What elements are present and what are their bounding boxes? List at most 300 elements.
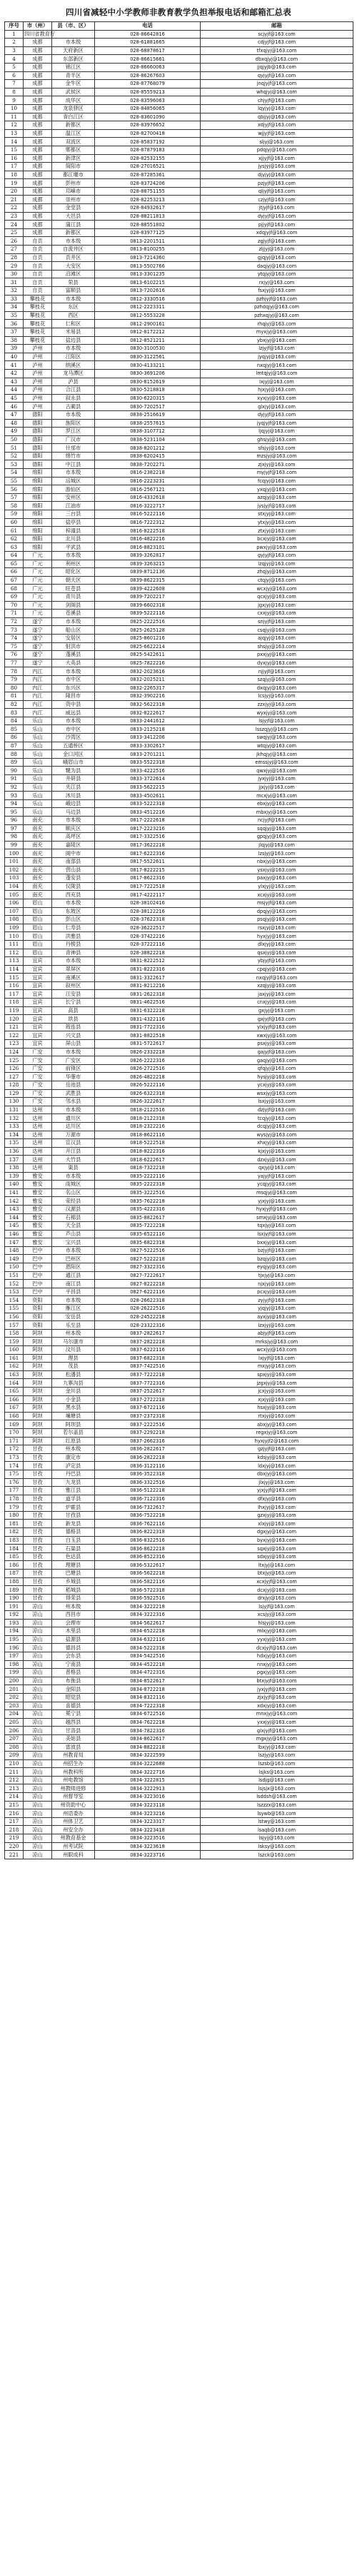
cell-email: ysxjyj@163.com [201, 866, 353, 874]
cell-city: 内江 [24, 684, 52, 692]
cell-index: 155 [5, 1305, 24, 1313]
cell-county: 平武县 [52, 543, 95, 552]
cell-index: 75 [5, 642, 24, 651]
cell-index: 92 [5, 783, 24, 792]
cell-city: 凉山 [24, 1685, 52, 1694]
cell-phone: 0818-7322218 [95, 1163, 201, 1172]
cell-index: 149 [5, 1255, 24, 1263]
cell-phone: 028-86642816 [95, 30, 201, 39]
cell-phone: 0818-2322216 [95, 1122, 201, 1131]
cell-index: 190 [5, 1594, 24, 1602]
table-row [5, 1213, 353, 1222]
cell-city: 乐山 [24, 758, 52, 767]
cell-email: ztxjyj@163.com [201, 527, 353, 535]
cell-index: 23 [5, 212, 24, 221]
cell-phone: 028-86615661 [95, 55, 201, 64]
cell-city: 达州 [24, 1156, 52, 1164]
cell-phone: 0816-2382218 [95, 469, 201, 478]
cell-email: wsxjyj@163.com [201, 1089, 353, 1098]
cell-phone: 0818-2122318 [95, 1114, 201, 1123]
cell-phone: 028-83977125 [95, 228, 201, 237]
cell-email: ljqjyj@163.com [201, 428, 353, 436]
cell-county: 黑水县 [52, 1404, 95, 1413]
cell-city: 攀枝花 [24, 295, 52, 303]
cell-city: 南充 [24, 849, 52, 858]
cell-email: lsddsh@163.com [201, 1793, 353, 1802]
cell-email: tfxqjyj@163.com [201, 46, 353, 55]
cell-county: 九龙县 [52, 1478, 95, 1487]
cell-index: 117 [5, 990, 24, 999]
cell-city: 眉山 [24, 924, 52, 932]
cell-phone: 0832-2025211 [95, 675, 201, 684]
cell-index: 163 [5, 1370, 24, 1379]
cell-phone: 0816-8823101 [95, 543, 201, 552]
cell-email: lsaqb@163.com [201, 1826, 353, 1834]
cell-phone: 0834-3223418 [95, 1826, 201, 1834]
cell-phone: 0834-4722316 [95, 1669, 201, 1677]
table-row [5, 1305, 353, 1313]
cell-city: 自贡 [24, 237, 52, 246]
cell-index: 96 [5, 817, 24, 825]
cell-county: 德昌县 [52, 1644, 95, 1652]
cell-index: 132 [5, 1114, 24, 1123]
cell-county: 州本级 [52, 1602, 95, 1611]
cell-city: 绵阳 [24, 510, 52, 519]
cell-county: 市本级 [52, 39, 95, 47]
table-row [5, 171, 353, 179]
cell-index: 105 [5, 891, 24, 899]
cell-index: 88 [5, 750, 24, 759]
cell-index: 109 [5, 924, 24, 932]
cell-index: 176 [5, 1478, 24, 1487]
cell-county: 岳池县 [52, 1081, 95, 1090]
cell-county: 峨边县 [52, 799, 95, 808]
cell-email: psqjyj@163.com [201, 916, 353, 924]
table-row [5, 1718, 353, 1727]
cell-city: 成都 [24, 204, 52, 213]
cell-index: 53 [5, 460, 24, 469]
cell-phone: 0826-4822218 [95, 1073, 201, 1081]
header-email: 邮箱 [201, 22, 353, 31]
cell-index: 141 [5, 1188, 24, 1197]
cell-phone: 0837-6722116 [95, 1404, 201, 1413]
cell-index: 122 [5, 1031, 24, 1040]
cell-county: 市本级 [52, 295, 95, 303]
cell-phone: 0813-7202616 [95, 287, 201, 296]
cell-city: 乐山 [24, 799, 52, 808]
cell-email: mzsjyj@163.com [201, 452, 353, 460]
cell-county: 龙马潭区 [52, 369, 95, 378]
cell-city: 攀枝花 [24, 328, 52, 336]
cell-county: 船山区 [52, 626, 95, 635]
cell-county: 金牛区 [52, 80, 95, 89]
cell-county: 市本级 [52, 957, 95, 966]
cell-city: 内江 [24, 692, 52, 701]
table-row [5, 1106, 353, 1114]
cell-email: tqxjyj@163.com [201, 1222, 353, 1231]
cell-phone: 0837-7422516 [95, 1363, 201, 1371]
cell-county: 武侯区 [52, 88, 95, 96]
cell-index: 39 [5, 345, 24, 353]
cell-city: 成都 [24, 88, 52, 96]
table-row [5, 734, 353, 742]
cell-index: 192 [5, 1611, 24, 1620]
cell-county: 长宁县 [52, 999, 95, 1007]
cell-email: lzxjyj@163.com [201, 1321, 353, 1330]
table-row [5, 163, 353, 171]
cell-county: 北川县 [52, 535, 95, 543]
cell-index: 199 [5, 1669, 24, 1677]
table-row [5, 502, 353, 510]
cell-city: 凉山 [24, 1702, 52, 1710]
cell-city: 甘孜 [24, 1487, 52, 1495]
cell-county: 米易县 [52, 328, 95, 336]
cell-index: 69 [5, 592, 24, 601]
cell-county: 新津区 [52, 154, 95, 163]
cell-phone: 0838-5231104 [95, 435, 201, 444]
cell-email: xdqjyjf@163.com [201, 228, 353, 237]
table-row [5, 394, 353, 403]
cell-city: 凉山 [24, 1677, 52, 1685]
cell-email: jyqjyj@163.com [201, 353, 353, 361]
cell-county: 自流井区 [52, 246, 95, 254]
cell-county: 市本级 [52, 345, 95, 353]
cell-phone: 0839-3262817 [95, 552, 201, 560]
cell-city: 资阳 [24, 1296, 52, 1305]
cell-phone: 0838-3107712 [95, 428, 201, 436]
table-row [5, 328, 353, 336]
table-row [5, 1809, 353, 1818]
cell-phone: 0817-6222316 [95, 849, 201, 858]
cell-county: 大安区 [52, 262, 95, 271]
cell-phone: 0817-8222215 [95, 866, 201, 874]
cell-phone: 0836-8522316 [95, 1552, 201, 1561]
table-row [5, 1570, 353, 1578]
cell-index: 220 [5, 1842, 24, 1851]
cell-county: 喜德县 [52, 1702, 95, 1710]
cell-city: 阿坝 [24, 1412, 52, 1420]
cell-city: 雅安 [24, 1188, 52, 1197]
cell-email: qwxjyj@163.com [201, 767, 353, 775]
cell-phone: 0837-2822617 [95, 1329, 201, 1338]
cell-index: 197 [5, 1652, 24, 1660]
cell-phone: 0836-5922516 [95, 1594, 201, 1602]
cell-city: 凉山 [24, 1793, 52, 1802]
cell-index: 26 [5, 237, 24, 246]
cell-county: 东部新区 [52, 55, 95, 64]
cell-city: 雅安 [24, 1222, 52, 1231]
cell-city: 成都 [24, 55, 52, 64]
cell-phone: 028-36222517 [95, 924, 201, 932]
cell-phone: 0817-2222618 [95, 817, 201, 825]
cell-county: 剑阁县 [52, 601, 95, 610]
cell-index: 36 [5, 320, 24, 328]
table-row [5, 469, 353, 478]
cell-index: 208 [5, 1743, 24, 1752]
table-row [5, 1197, 353, 1206]
cell-phone: 0834-3222688 [95, 1759, 201, 1768]
cell-index: 125 [5, 1056, 24, 1065]
cell-index: 137 [5, 1156, 24, 1164]
cell-county: 达川区 [52, 1122, 95, 1131]
table-row [5, 1743, 353, 1752]
cell-county: 市本级 [52, 667, 95, 676]
cell-city: 达州 [24, 1106, 52, 1114]
cell-email: lzqjyj@163.com [201, 560, 353, 568]
cell-email: qyjyjf@163.com [201, 71, 353, 80]
cell-city: 阿坝 [24, 1404, 52, 1413]
cell-county: 丹棱县 [52, 940, 95, 949]
cell-city: 自贡 [24, 270, 52, 278]
cell-county: 市本级 [52, 1296, 95, 1305]
cell-index: 55 [5, 477, 24, 485]
cell-county: 市本级 [52, 899, 95, 907]
cell-index: 175 [5, 1470, 24, 1478]
table-row [5, 535, 353, 543]
table-row [5, 510, 353, 519]
cell-phone: 028-82532155 [95, 154, 201, 163]
cell-index: 185 [5, 1552, 24, 1561]
cell-email: yajyjf@163.com [201, 1172, 353, 1181]
cell-city: 凉山 [24, 1619, 52, 1627]
cell-email: nnxjyj@163.com [201, 1660, 353, 1669]
table-row [5, 80, 353, 89]
cell-index: 210 [5, 1759, 24, 1768]
cell-index: 70 [5, 601, 24, 610]
cell-city: 凉山 [24, 1611, 52, 1620]
cell-county: 冕宁县 [52, 1710, 95, 1719]
table-row [5, 965, 353, 974]
table-row [5, 428, 353, 436]
table-row [5, 692, 353, 701]
table-row [5, 1181, 353, 1189]
cell-email: smxjyj@163.com [201, 1213, 353, 1222]
cell-city: 成都 [24, 113, 52, 121]
cell-phone: 0837-2222516 [95, 1420, 201, 1429]
cell-phone: 0831-4322116 [95, 1015, 201, 1024]
cell-county: 道孚县 [52, 1495, 95, 1503]
cell-city: 成都 [24, 121, 52, 130]
cell-index: 56 [5, 485, 24, 494]
cell-email: zjxjyjf@163.com [201, 1693, 353, 1702]
cell-email: jlxjyj@163.com [201, 1478, 353, 1487]
table-row [5, 30, 353, 39]
cell-city: 甘孜 [24, 1478, 52, 1487]
cell-phone: 0837-2292218 [95, 1428, 201, 1437]
cell-index: 186 [5, 1561, 24, 1570]
cell-county: 天府新区 [52, 46, 95, 55]
cell-index: 183 [5, 1536, 24, 1545]
cell-phone: 0834-5622617 [95, 1619, 201, 1627]
cell-phone: 0839-5222116 [95, 610, 201, 618]
cell-index: 49 [5, 428, 24, 436]
cell-city: 阿坝 [24, 1363, 52, 1371]
cell-city: 眉山 [24, 907, 52, 916]
table-row [5, 1619, 353, 1627]
table-row [5, 1776, 353, 1784]
cell-phone: 0836-5722318 [95, 1586, 201, 1595]
table-row [5, 320, 353, 328]
cell-index: 184 [5, 1545, 24, 1553]
cell-email: cnxjyj@163.com [201, 999, 353, 1007]
cell-county: 茂县 [52, 1363, 95, 1371]
cell-city: 广元 [24, 585, 52, 593]
cell-city: 巴中 [24, 1263, 52, 1272]
cell-email: azqjyj@163.com [201, 493, 353, 502]
table-row [5, 552, 353, 560]
cell-phone: 0833-2125218 [95, 725, 201, 734]
cell-city: 绵阳 [24, 543, 52, 552]
cell-email: msqjyj@163.com [201, 1188, 353, 1197]
cell-city: 雅安 [24, 1238, 52, 1247]
table-row [5, 659, 353, 667]
cell-index: 87 [5, 742, 24, 750]
table-row [5, 1172, 353, 1181]
cell-county: 广安区 [52, 1056, 95, 1065]
cell-county: 叙州区 [52, 981, 95, 990]
cell-index: 82 [5, 700, 24, 709]
table-row [5, 1379, 353, 1388]
cell-city: 阿坝 [24, 1354, 52, 1363]
cell-email: lsywb@163.com [201, 1809, 353, 1818]
table-row [5, 974, 353, 982]
cell-email: xlxjyj@163.com [201, 1520, 353, 1528]
cell-phone: 0831-8822518 [95, 1031, 201, 1040]
cell-phone: 0816-2567121 [95, 485, 201, 494]
cell-city: 广安 [24, 1064, 52, 1073]
cell-city: 乐山 [24, 808, 52, 817]
table-row [5, 295, 353, 303]
cell-index: 100 [5, 849, 24, 858]
cell-city: 达州 [24, 1163, 52, 1172]
cell-phone: 0830-3122561 [95, 353, 201, 361]
table-row [5, 138, 353, 146]
cell-phone: 028-23322316 [95, 1321, 201, 1330]
cell-county: 营山县 [52, 866, 95, 874]
table-row [5, 353, 353, 361]
cell-email: rsxjyj@163.com [201, 924, 353, 932]
cell-phone: 0832-2023616 [95, 667, 201, 676]
cell-index: 107 [5, 907, 24, 916]
cell-phone: 0834-3223618 [95, 1842, 201, 1851]
cell-phone: 028-83596063 [95, 96, 201, 105]
table-row [5, 1263, 353, 1272]
cell-email: lzsjyj@163.com [201, 849, 353, 858]
table-row [5, 799, 353, 808]
cell-county: 市本级 [52, 1106, 95, 1114]
cell-county: 乡城县 [52, 1577, 95, 1586]
table-row [5, 1536, 353, 1545]
table-row [5, 1470, 353, 1478]
cell-index: 91 [5, 775, 24, 784]
cell-city: 成都 [24, 129, 52, 138]
cell-email: dyxjyj@163.com [201, 659, 353, 667]
cell-index: 164 [5, 1379, 24, 1388]
cell-index: 187 [5, 1570, 24, 1578]
cell-index: 63 [5, 543, 24, 552]
table-row [5, 262, 353, 271]
cell-email: mbxjyj@163.com [201, 808, 353, 817]
cell-email: msjyjf@163.com [201, 899, 353, 907]
cell-phone: 0817-8622316 [95, 874, 201, 883]
cell-county: 华蓥市 [52, 1073, 95, 1081]
cell-email: jgxjyj@163.com [201, 601, 353, 610]
cell-phone: 0818-6222617 [95, 1156, 201, 1164]
cell-index: 37 [5, 328, 24, 336]
cell-phone: 0834-8522617 [95, 1677, 201, 1685]
cell-city: 成都 [24, 39, 52, 47]
cell-city: 成都 [24, 80, 52, 89]
cell-county: 甘孜县 [52, 1511, 95, 1520]
cell-email: hysjyj@163.com [201, 1073, 353, 1081]
cell-email: dzxjyj@163.com [201, 1156, 353, 1164]
cell-city: 甘孜 [24, 1545, 52, 1553]
cell-county: 邻水县 [52, 1098, 95, 1106]
cell-county: 康定市 [52, 1453, 95, 1462]
cell-index: 194 [5, 1627, 24, 1636]
cell-county: 新龙县 [52, 1520, 95, 1528]
table-row [5, 1602, 353, 1611]
cell-county: 仁寿县 [52, 924, 95, 932]
cell-email: chjyjf@163.com [201, 96, 353, 105]
cell-city: 成都 [24, 228, 52, 237]
cell-city: 甘孜 [24, 1453, 52, 1462]
cell-county: 宣汉县 [52, 1139, 95, 1148]
cell-county: 泸县 [52, 378, 95, 386]
cell-phone: 0833-4502611 [95, 792, 201, 800]
cell-index: 129 [5, 1089, 24, 1098]
cell-index: 81 [5, 692, 24, 701]
cell-county: 青神县 [52, 949, 95, 957]
cell-index: 116 [5, 981, 24, 990]
cell-phone: 0816-4822216 [95, 535, 201, 543]
cell-index: 52 [5, 452, 24, 460]
cell-email: ayxjyj@163.com [201, 1313, 353, 1321]
cell-email: ytxjyj@163.com [201, 518, 353, 527]
cell-county: 宁南县 [52, 1660, 95, 1669]
cell-index: 50 [5, 435, 24, 444]
cell-phone: 0835-2222116 [95, 1172, 201, 1181]
cell-email: xdjyjf@163.com [201, 121, 353, 130]
cell-city: 资阳 [24, 1313, 52, 1321]
cell-county: 旌阳区 [52, 419, 95, 428]
cell-county: 彭州市 [52, 179, 95, 188]
cell-county: 简阳市 [52, 163, 95, 171]
cell-county: 大竹县 [52, 1156, 95, 1164]
table-row [5, 857, 353, 866]
cell-index: 178 [5, 1495, 24, 1503]
cell-email: zhqjyj@163.com [201, 568, 353, 577]
cell-phone: 0834-3223016 [95, 1793, 201, 1802]
cell-county: 游仙区 [52, 485, 95, 494]
cell-phone: 0834-3222716 [95, 1768, 201, 1777]
cell-email: gzxjyj@163.com [201, 1511, 353, 1520]
table-row [5, 1759, 353, 1768]
cell-email: czjyjf@163.com [201, 196, 353, 204]
cell-email: xzqjyj@163.com [201, 981, 353, 990]
cell-phone: 0830-8152619 [95, 378, 201, 386]
cell-email: njjyjf@163.com [201, 667, 353, 676]
cell-county: 江油市 [52, 502, 95, 510]
cell-city: 凉山 [24, 1768, 52, 1777]
table-row [5, 1031, 353, 1040]
cell-phone: 0836-5622218 [95, 1570, 201, 1578]
cell-city: 绵阳 [24, 502, 52, 510]
cell-city: 泸州 [24, 403, 52, 411]
cell-city: 阿坝 [24, 1437, 52, 1445]
cell-phone: 0830-5218818 [95, 386, 201, 395]
cell-email: xyxjyj@163.com [201, 394, 353, 403]
